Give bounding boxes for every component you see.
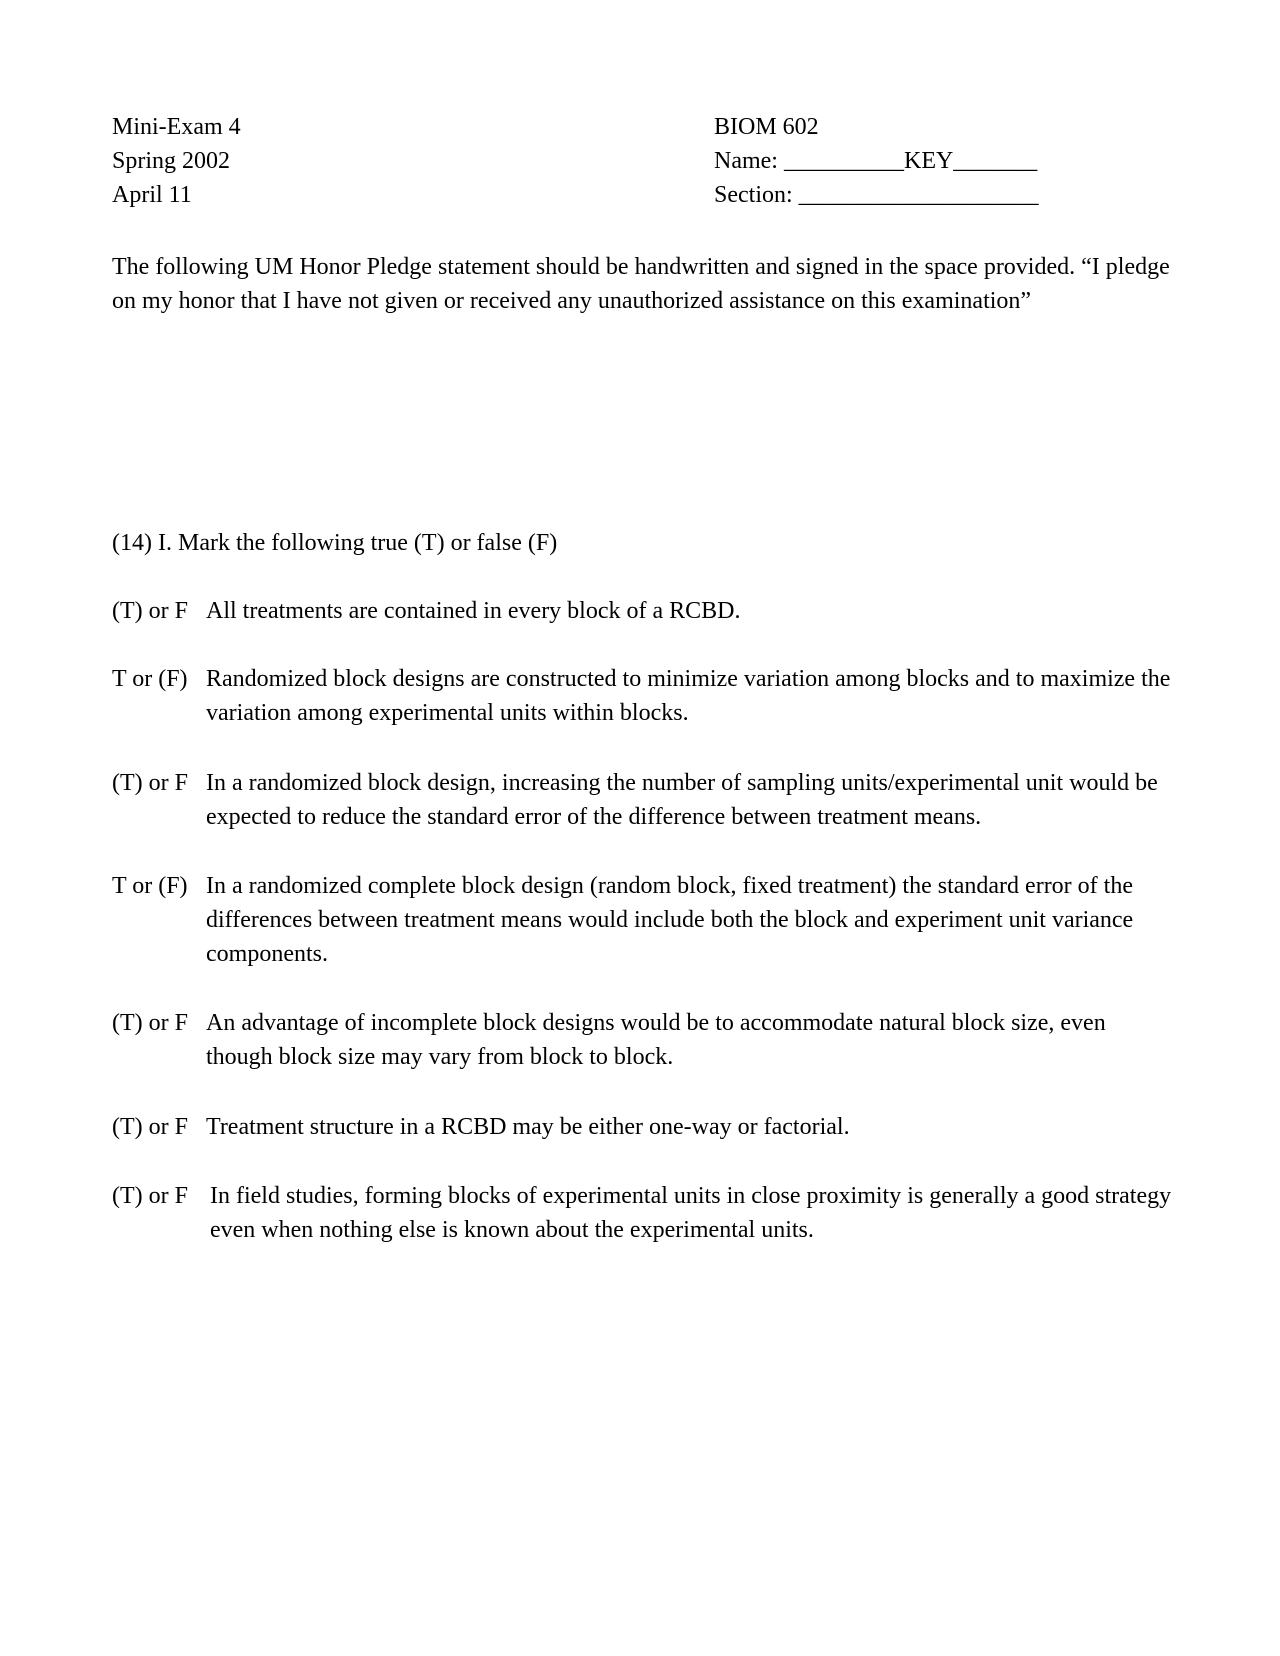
student-info [714, 110, 1039, 212]
question-text: Treatment structure in a RCBD may be either one-way or factorial. [206, 1114, 850, 1140]
section-value: ____________________ [798, 182, 1039, 208]
name-line [714, 144, 1039, 178]
exam-info [112, 110, 241, 212]
question-answer: (T) or F [112, 770, 188, 796]
honor-pledge: The following UM Honor Pledge statement should be handwritten and signed in the space provided. “I pledge on my honor that I have not given or received any unauthorized assistance on this examination” [112, 254, 1170, 314]
section-i-title: (14) I. Mark the following true (T) or false (F) [112, 530, 558, 556]
exam-date: April 11 [112, 182, 192, 208]
question-answer: (T) or F [112, 1114, 188, 1140]
question-text: Randomized block designs are constructed to minimize variation among blocks and to maximize the variation among experimental units within blocks. [206, 666, 1171, 726]
question-answer: (T) or F [112, 1010, 188, 1036]
name-label: Name: [714, 148, 778, 174]
exam-header [112, 110, 1172, 214]
exam-term: Spring 2002 [112, 148, 231, 174]
question-text: In a randomized block design, increasing the number of sampling units/experimental unit would be expected to reduce the standard error of the difference between treatment means. [206, 770, 1158, 830]
question-answer: T or (F) [112, 873, 188, 899]
question-answer: (T) or F [112, 598, 188, 624]
question-answer: (T) or F [112, 1183, 188, 1209]
question-text: In field studies, forming blocks of experimental units in close proximity is generally a good strategy even when nothing else is known about the experimental units. [210, 1183, 1172, 1243]
question-text: All treatments are contained in every block of a RCBD. [206, 598, 741, 624]
section-label: Section: [714, 182, 793, 208]
question-text: An advantage of incomplete block designs would be to accommodate natural block size, even though block size may vary from block to block. [206, 1010, 1106, 1070]
question-text: In a randomized complete block design (random block, fixed treatment) the standard error of the differences between treatment means would include both the block and experiment unit variance components. [206, 873, 1134, 967]
name-value: __________KEY_______ [783, 148, 1038, 174]
exam-title: Mini-Exam 4 [112, 114, 241, 140]
course-code: BIOM 602 [714, 114, 819, 140]
question-answer: T or (F) [112, 666, 188, 692]
section-line [714, 178, 1039, 212]
